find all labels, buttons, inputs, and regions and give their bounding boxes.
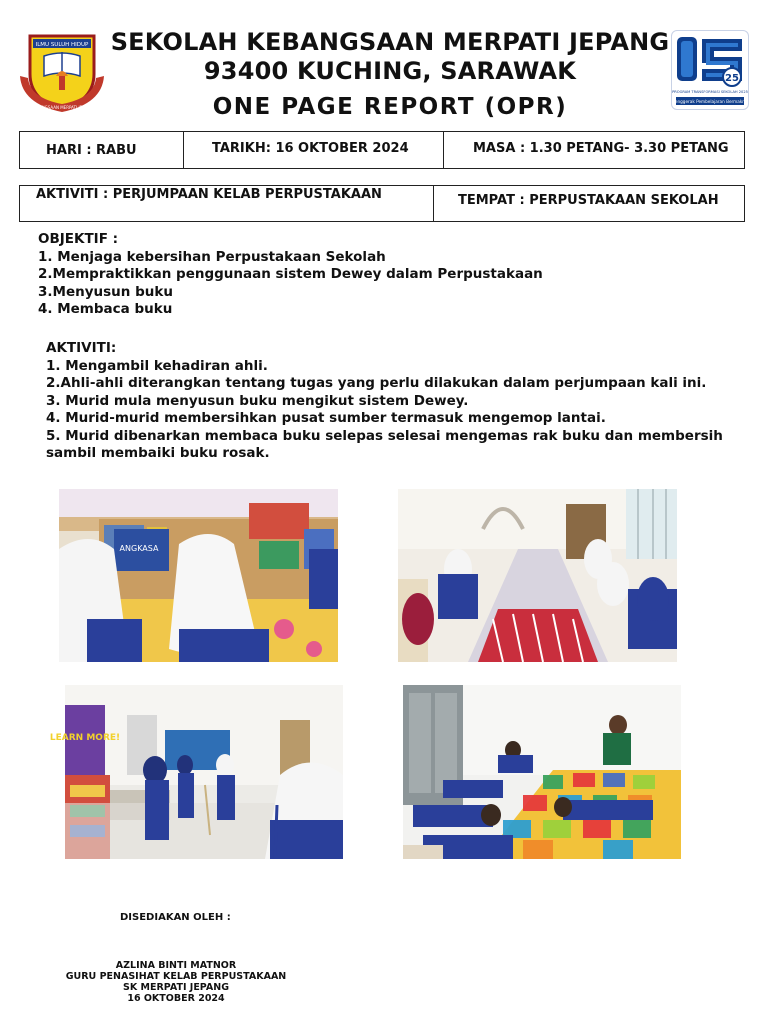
- hari-label: HARI : RABU: [46, 143, 137, 158]
- aktiviti-box: [19, 185, 434, 222]
- school-crest-logo: [11, 30, 113, 114]
- activity-item: 4. Murid-murid membersihkan pusat sumber termasuk mengemop lantai.: [46, 410, 606, 426]
- report-date: 16 OKTOBER 2024: [127, 993, 225, 1004]
- objective-item: 1. Menjaga kebersihan Perpustakaan Sekolah: [38, 248, 386, 265]
- masa-label: MASA : 1.30 PETANG- 3.30 PETANG: [473, 141, 729, 156]
- book-title: ANGKASA: [119, 544, 159, 553]
- activity-item: 2.Ahli-ahli diterangkan tentang tugas yang perlu dilakukan dalam perjumpaan kali ini.: [46, 375, 707, 391]
- objectives-section: [38, 231, 738, 319]
- school-header: [110, 28, 670, 86]
- prepared-by-label: DISEDIAKAN OLEH :: [120, 912, 231, 923]
- objective-item: 4. Membaca buku: [38, 301, 173, 317]
- aktiviti-label: AKTIVITI : PERJUMPAAN KELAB PERPUSTAKAAN: [36, 187, 382, 202]
- preparer-name: AZLINA BINTI MATNOR: [115, 960, 237, 971]
- hari-box: [19, 131, 184, 169]
- preparer-school: SK MERPATI JEPANG: [122, 982, 229, 993]
- school-name: SEKOLAH KEBANGSAAN MERPATI JEPANG: [110, 28, 670, 56]
- activity-item: 1. Mengambil kehadiran ahli.: [46, 357, 268, 374]
- svg-text:SEKOLAH KEBANGSAAN MERPATI JEP: SEKOLAH KEBANGSAAN MERPATI JEPANG KUCHING: [11, 105, 113, 110]
- activity-item: 5. Murid dibenarkan membaca buku selepas selesai mengemas rak buku dan membersih: [46, 427, 723, 444]
- objective-item: 3.Menyusun buku: [38, 283, 173, 300]
- objective-item: 2.Mempraktikkan penggunaan sistem Dewey dalam Perpustakaan: [38, 266, 543, 282]
- photo-cleaning-floor: [49, 685, 343, 859]
- tarikh-label: TARIKH: 16 OKTOBER 2024: [212, 141, 409, 156]
- tempat-box: [433, 185, 745, 222]
- photo-arranging-books: [59, 489, 338, 662]
- objectives-heading: OBJEKTIF :: [38, 231, 119, 247]
- tss-tagline: Penggerak Pembelajaran Bermakna: [672, 99, 748, 104]
- activities-heading: AKTIVITI:: [46, 340, 117, 356]
- preparer-position: GURU PENASIHAT KELAB PERPUSTAKAAN: [65, 971, 287, 982]
- school-address: 93400 KUCHING, SARAWAK: [203, 57, 577, 85]
- photo-reading-on-mat: [403, 685, 681, 859]
- poster-text: LEARN MORE!: [49, 733, 121, 743]
- tss25-logo: [671, 30, 749, 110]
- tss-number: 25: [725, 73, 739, 84]
- crest-motto: ILMU SULUH HIDUP: [35, 42, 89, 48]
- report-title: ONE PAGE REPORT (OPR): [212, 94, 568, 120]
- signature-block: [40, 960, 312, 1004]
- activity-item: 3. Murid mula menyusun buku mengikut sistem Dewey.: [46, 392, 469, 409]
- tss-caption: PROGRAM TRANSFORMASI SEKOLAH 2025: [672, 90, 748, 94]
- activity-item: sambil membaiki buku rosak.: [46, 445, 270, 461]
- masa-box: [443, 131, 745, 169]
- activities-section: [46, 340, 746, 463]
- photo-reading-table: [398, 489, 677, 662]
- tarikh-box: [183, 131, 444, 169]
- tempat-label: TEMPAT : PERPUSTAKAAN SEKOLAH: [458, 193, 719, 208]
